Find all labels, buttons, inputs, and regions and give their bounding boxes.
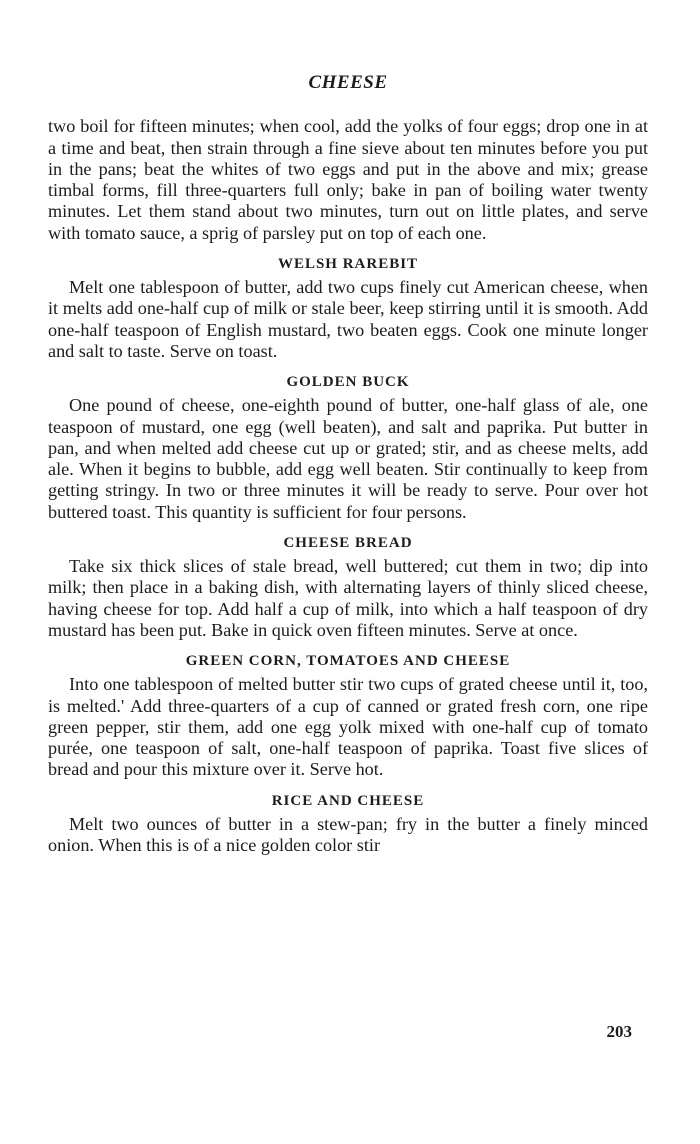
recipe-title-green-corn: GREEN CORN, TOMATOES AND CHEESE — [185, 653, 511, 670]
recipe-text-welsh-rarebit: Melt one tablespoon of butter, add two cups finely cut American cheese, when it melts add one-half cup of milk or stale beer, keep stirring until it is smooth. Add one-half teaspoon of English mustard, two beaten eggs. Cook one minute longer and salt to taste. Serve on toast. — [48, 277, 648, 361]
recipe-title-cheese-bread: CHEESE BREAD — [283, 535, 413, 552]
running-head: CHEESE — [308, 72, 388, 93]
page-number: 203 — [606, 1022, 632, 1041]
recipe-text-cheese-bread: Take six thick slices of stale bread, well buttered; cut them in two; dip into milk; then place in a baking dish, with alternating layers of thinly sliced cheese, having cheese for top. Add half a cup of milk, into which a half teaspoon of dry mustard has been put. Bake in quick oven fifteen minutes. Serve at once. — [48, 556, 648, 640]
book-page — [48, 72, 648, 856]
recipe-text-rice-and-cheese: Melt two ounces of butter in a stew-pan; fry in the butter a finely minced onion. When this is of a nice golden color stir — [48, 813, 648, 856]
recipe-text-golden-buck: One pound of cheese, one-eighth pound of butter, one-half glass of ale, one teaspoon of mustard, one egg (well beaten), and salt and paprika. Put butter in pan, and when melted add cheese cut up or grated; stir, and as cheese melts, add ale. When it begins to bubble, add egg well beaten. Stir continually to keep from getting stringy. In two or three minutes it will be ready to serve. Pour over hot buttered toast. This quantity is sufficient for four persons. — [48, 395, 648, 522]
recipe-title-rice-and-cheese: RICE AND CHEESE — [271, 792, 425, 809]
continuation-paragraph: two boil for fifteen minutes; when cool, add the yolks of four eggs; drop one in at a time and beat, then strain through a fine sieve about ten minutes before you put in the pans; beat the whites of two eggs and put in the above and mix; grease timbal forms, fill three-quarters full only; bake in pan of boiling water twenty minutes. Let them stand about two minutes, turn out on little plates, and serve with tomato sauce, a sprig of parsley put on top of each one. — [48, 116, 648, 243]
recipe-title-welsh-rarebit: WELSH RAREBIT — [277, 256, 419, 273]
recipe-title-golden-buck: GOLDEN BUCK — [286, 374, 410, 391]
recipe-text-green-corn: Into one tablespoon of melted butter stir two cups of grated cheese until it, too, is melted.' Add three-quarters of a cup of canned or grated fresh corn, one ripe green pepper, stir them, add one egg yolk mixed with one-half cup of tomato purée, one teaspoon of salt, one-half teaspoon of paprika. Toast five slices of bread and pour this mixture over it. Serve hot. — [48, 674, 648, 780]
